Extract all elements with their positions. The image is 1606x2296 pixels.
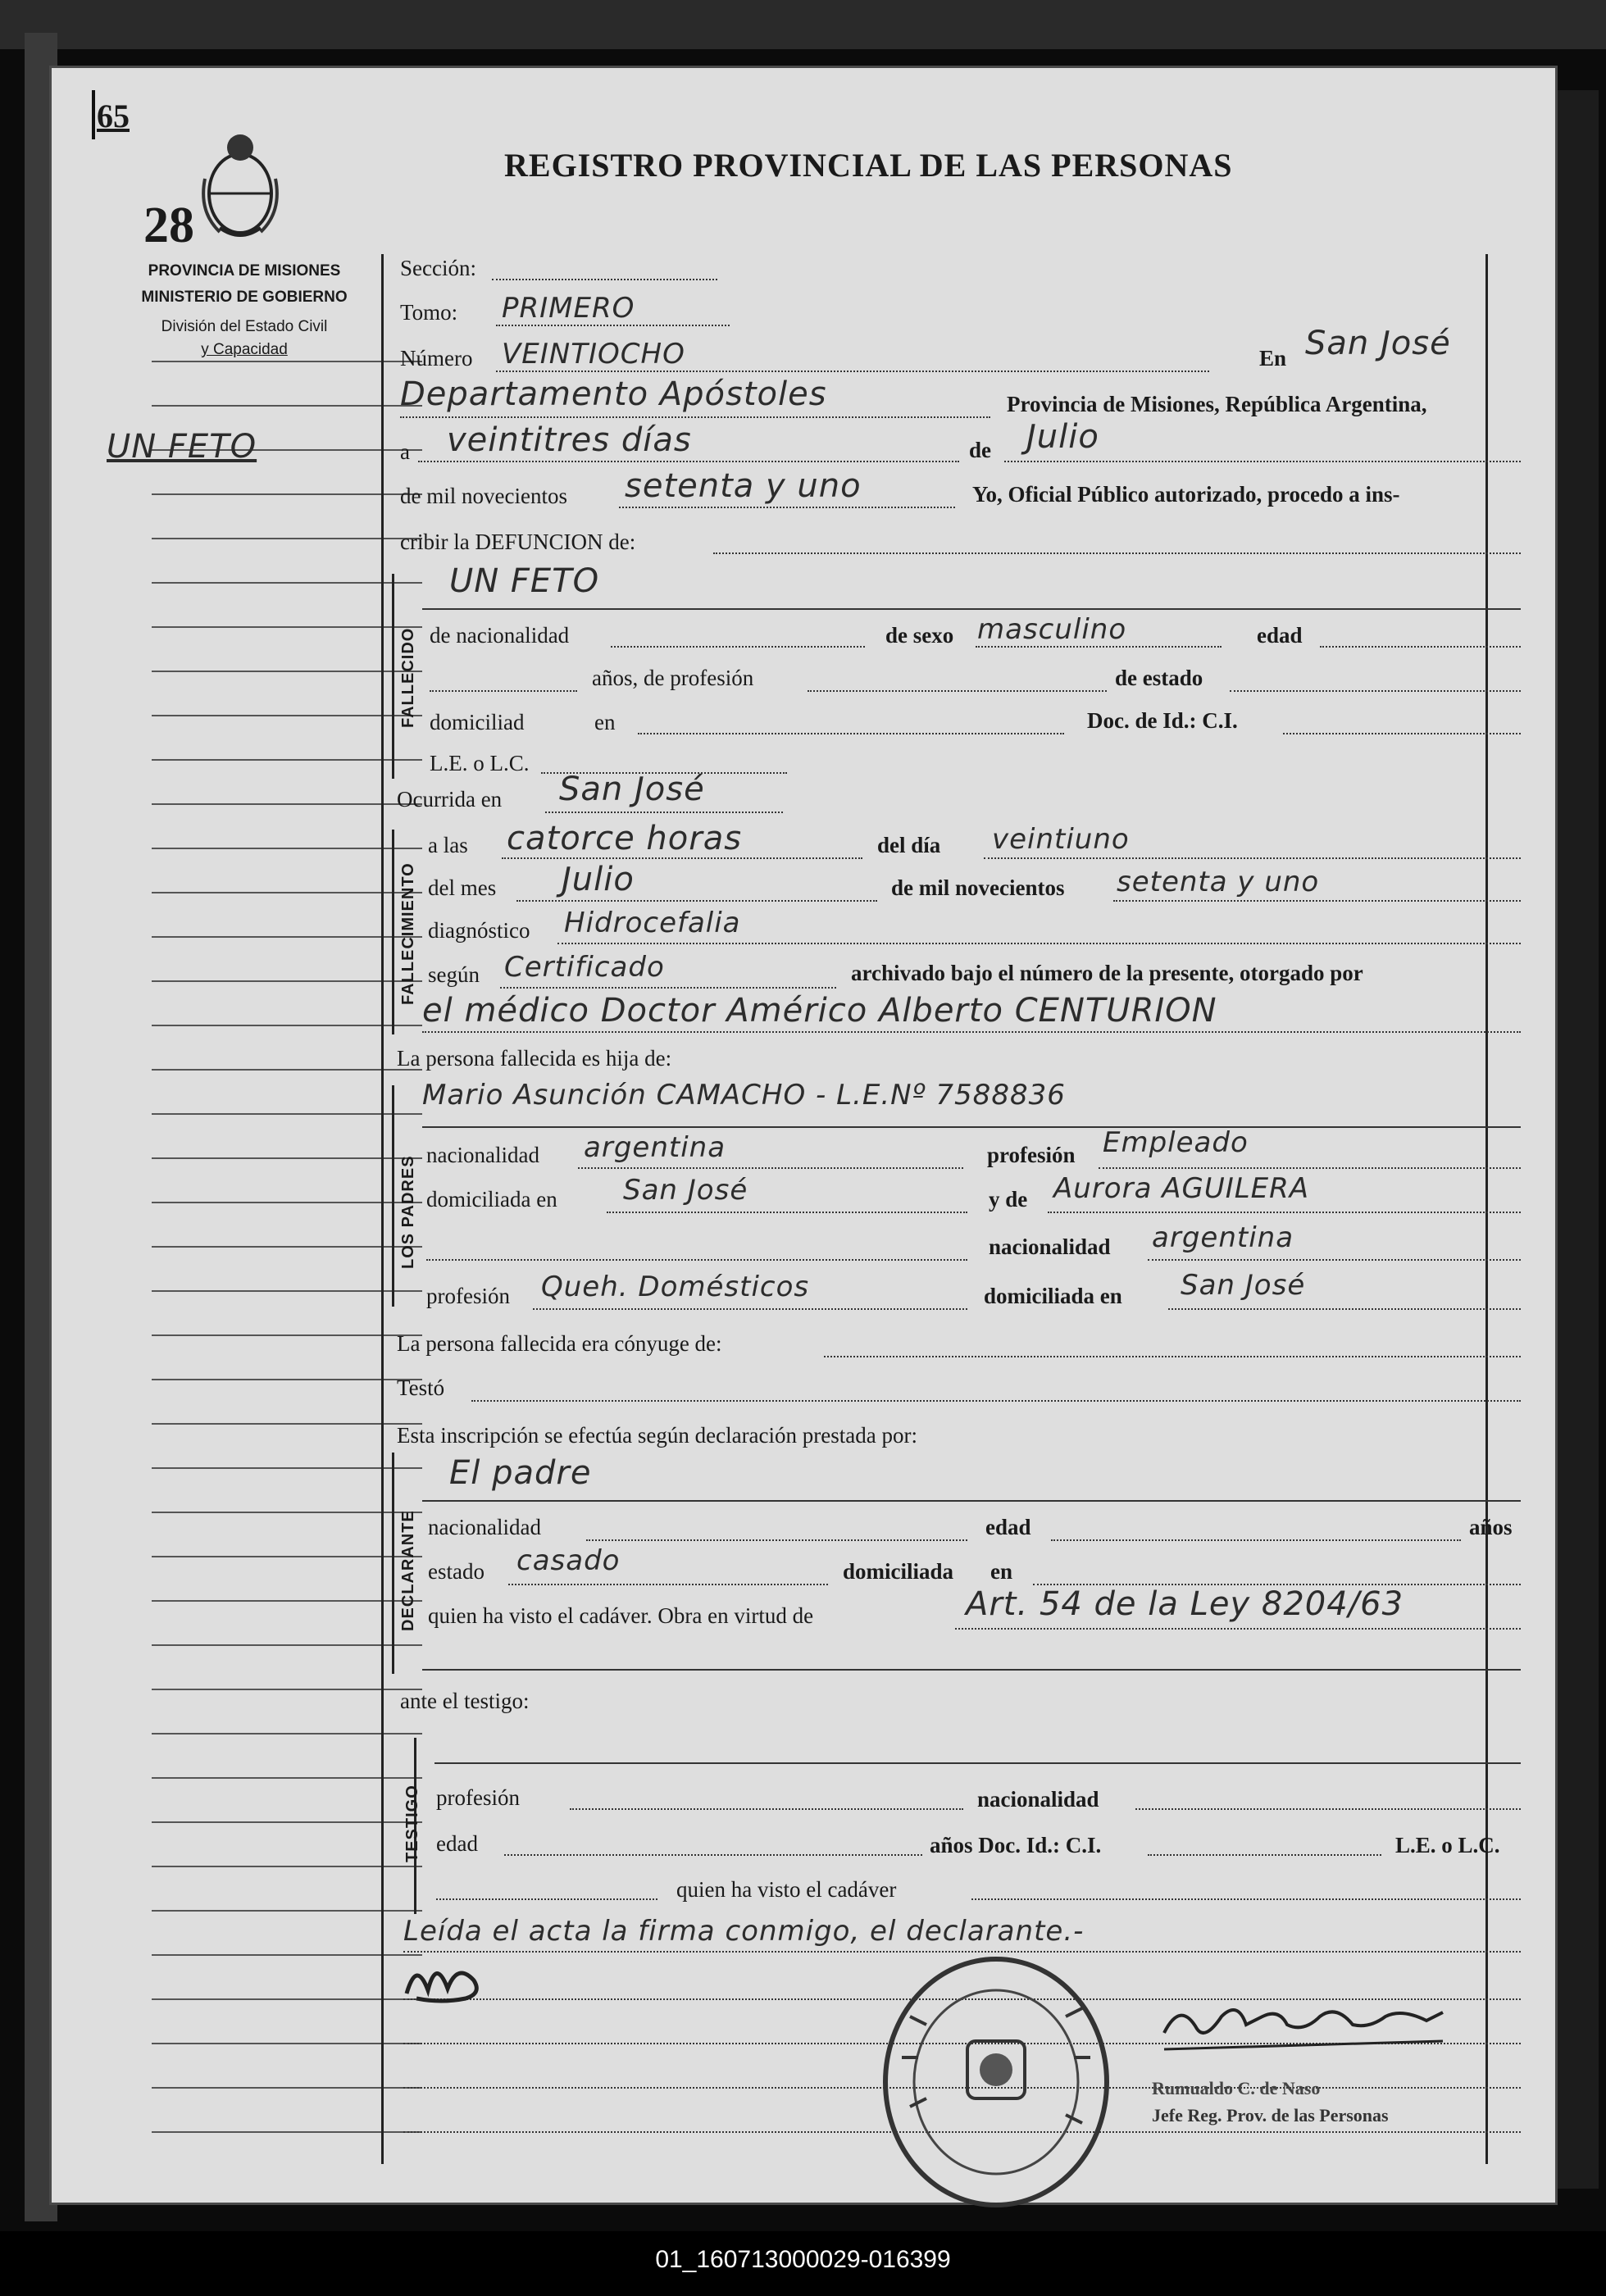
right-border: [1485, 254, 1488, 2164]
label-domiciliad: domiciliad: [430, 710, 525, 734]
line-sexo: [976, 646, 1222, 648]
value-numero: VEINTIOCHO: [502, 338, 685, 371]
label-ante-testigo: ante el testigo:: [400, 1689, 530, 1713]
value-padre-nacionalidad: argentina: [584, 1131, 726, 1164]
line-padre-domicilio: [607, 1212, 967, 1213]
value-padre: Mario Asunción CAMACHO - L.E.Nº 7588836: [422, 1079, 1066, 1112]
line-padre-nacionalidad: [578, 1167, 963, 1169]
line-diagnostico: [557, 943, 1521, 944]
label-mil-novecientos: de mil novecientos: [400, 484, 567, 508]
label-en: En: [1259, 346, 1287, 371]
label-padre-nacionalidad: nacionalidad: [426, 1143, 539, 1167]
line-dia-fallecimiento: [984, 857, 1521, 859]
label-del-mes: del mes: [428, 875, 497, 900]
line-testigo-nombre: [434, 1762, 1521, 1764]
value-mes: Julio: [1026, 418, 1099, 456]
label-testigo-edad: edad: [436, 1831, 478, 1856]
value-padre-profesion: Empleado: [1103, 1126, 1249, 1159]
value-madre: Aurora AGUILERA: [1053, 1172, 1310, 1205]
line-profesion: [808, 690, 1107, 692]
page-number-bar: [92, 90, 95, 139]
label-cribir: cribir la DEFUNCION de:: [400, 530, 636, 554]
label-de-estado: de estado: [1115, 666, 1203, 690]
line-testo: [471, 1400, 1521, 1402]
label-numero: Número: [400, 346, 473, 371]
line-declarante-end: [422, 1669, 1521, 1671]
line-padre: [422, 1126, 1521, 1128]
page-shadow-edge: [1558, 90, 1599, 2189]
value-tomo: PRIMERO: [502, 292, 635, 325]
line-ocurrida-en: [545, 812, 783, 813]
header-ministry: MINISTERIO DE GOBIERNO: [141, 289, 348, 306]
label-de-nacionalidad: de nacionalidad: [430, 623, 570, 648]
page-number: 65: [97, 98, 130, 134]
header-province: PROVINCIA DE MISIONES: [148, 262, 341, 280]
line-medico: [422, 1031, 1521, 1033]
line-estado: [1230, 690, 1521, 692]
line-mes: [1004, 461, 1521, 462]
line-madre-nacionalidad: [1148, 1259, 1521, 1261]
value-medico: el médico Doctor Américo Alberto CENTURION: [422, 992, 1217, 1030]
label-yo-oficial: Yo, Oficial Público autorizado, procedo a ins-: [972, 482, 1400, 507]
value-hora: catorce horas: [507, 820, 743, 857]
label-padre-profesion: profesión: [987, 1143, 1076, 1167]
value-anio-fallecimiento: setenta y uno: [1117, 866, 1320, 898]
value-declarante-estado: casado: [516, 1544, 621, 1577]
label-en-domicilio: en: [594, 710, 616, 734]
section-declarante: DECLARANTE: [399, 1510, 417, 1631]
official-seal-icon: [877, 1951, 1115, 2213]
label-esta-inscripcion: Esta inscripción se efectúa según declaración prestada por:: [397, 1423, 917, 1448]
bracket-fallecido: [392, 574, 394, 779]
label-declarante-en: en: [990, 1559, 1012, 1584]
label-a-las: a las: [428, 833, 468, 857]
label-padre-domiciliada: domiciliada en: [426, 1187, 557, 1212]
line-testigo-profesion: [570, 1808, 963, 1810]
header-division: División del Estado Civil: [161, 318, 328, 335]
line-seccion: [492, 279, 717, 280]
line-testigo-doc: [1148, 1854, 1381, 1856]
value-dia-fallecimiento: veintiuno: [992, 823, 1130, 856]
header-capacity: y Capacidad: [201, 341, 288, 358]
scan-background: [0, 0, 1606, 49]
label-de-sexo: de sexo: [885, 623, 954, 648]
label-anos-profesion: años, de profesión: [592, 666, 754, 690]
label-ocurrida-en: Ocurrida en: [397, 787, 503, 812]
line-testigo-cadaver: [971, 1898, 1521, 1900]
label-testigo-le-lc: L.E. o L.C.: [1395, 1833, 1500, 1857]
line-hora: [502, 857, 862, 859]
line-nacionalidad: [611, 646, 865, 648]
label-provincia: Provincia de Misiones, República Argentina,: [1007, 392, 1427, 416]
line-testigo-nacionalidad: [1135, 1808, 1521, 1810]
label-testigo-nacionalidad: nacionalidad: [977, 1787, 1099, 1812]
value-padre-domicilio: San José: [623, 1174, 748, 1207]
line-domicilio: [638, 733, 1064, 734]
line-declarante-nacionalidad: [586, 1539, 967, 1541]
value-declarante: El padre: [449, 1454, 592, 1492]
line-declarante: [422, 1500, 1521, 1502]
value-anio: setenta y uno: [625, 467, 862, 505]
line-padre-profesion: [1099, 1167, 1521, 1169]
line-anos: [430, 690, 577, 692]
bracket-fallecimiento: [392, 830, 394, 1034]
line-doc-id: [1283, 733, 1521, 734]
line-departamento: [400, 416, 990, 418]
section-fallecimiento: FALLECIMIENTO: [399, 862, 417, 1005]
folio-number: 28: [143, 198, 194, 253]
footer-code: 01_160713000029-016399: [655, 2246, 951, 2273]
label-del-dia: del día: [877, 833, 941, 857]
label-de-mil-nov: de mil novecientos: [891, 875, 1065, 900]
value-diagnostico: Hidrocefalia: [564, 907, 741, 939]
line-anio-fallecimiento: [1113, 900, 1521, 902]
label-hija-de: La persona fallecida es hija de:: [397, 1046, 672, 1071]
label-doc-id: Doc. de Id.: C.I.: [1087, 708, 1238, 733]
label-madre-profesion: profesión: [426, 1284, 510, 1308]
value-fallecido-nombre: UN FETO: [449, 562, 600, 600]
margin-note: UN FETO: [107, 428, 257, 466]
section-padres: LOS PADRES: [399, 1155, 417, 1269]
value-cierre: Leída el acta la firma conmigo, el declarante.-: [403, 1915, 1085, 1948]
label-declarante-domiciliada: domiciliada: [843, 1559, 954, 1584]
label-testigo-profesion: profesión: [436, 1785, 520, 1810]
label-declarante-nacionalidad: nacionalidad: [428, 1515, 541, 1539]
value-obra-virtud: Art. 54 de la Ley 8204/63: [966, 1585, 1404, 1623]
label-madre-domiciliada: domiciliada en: [984, 1284, 1122, 1308]
value-sexo: masculino: [977, 613, 1127, 646]
label-le-lc: L.E. o L.C.: [430, 751, 530, 775]
label-testo: Testó: [397, 1375, 445, 1400]
line-declarante-edad: [1051, 1539, 1461, 1541]
line-dia: [418, 461, 959, 462]
stamp-signatory-name: Rumualdo C. de Naso: [1152, 2078, 1321, 2098]
line-conyuge: [824, 1356, 1521, 1357]
label-archivado: archivado bajo el número de la presente, otorgado por: [851, 961, 1363, 985]
label-testigo-anos-doc: años Doc. Id.: C.I.: [930, 1833, 1102, 1857]
line-obra-virtud: [955, 1628, 1521, 1630]
value-ocurrida-en: San José: [559, 771, 705, 808]
page-title: REGISTRO PROVINCIAL DE LAS PERSONAS: [504, 147, 1233, 184]
value-madre-profesion: Queh. Domésticos: [541, 1271, 810, 1303]
label-y-de: y de: [989, 1187, 1028, 1212]
label-diagnostico: diagnóstico: [428, 918, 530, 943]
value-en: San José: [1305, 325, 1451, 362]
label-a: a: [400, 439, 410, 464]
value-madre-domicilio: San José: [1181, 1269, 1306, 1302]
line-fallecido-nombre: [422, 608, 1521, 610]
line-madre-profesion: [533, 1308, 967, 1310]
line-numero: [496, 371, 1209, 372]
label-quien-cadaver-obra: quien ha visto el cadáver. Obra en virtud de: [428, 1603, 814, 1628]
line-tomo: [496, 325, 730, 326]
line-declarante-estado: [508, 1584, 828, 1585]
value-mes-fallecimiento: Julio: [562, 861, 635, 898]
line-edad: [1320, 646, 1521, 648]
stamp-signatory-title: Jefe Reg. Prov. de las Personas: [1152, 2105, 1389, 2126]
bracket-padres: [392, 1085, 394, 1307]
label-segun: según: [428, 962, 480, 987]
line-segun: [500, 987, 836, 989]
line-mes-fallecimiento: [516, 900, 877, 902]
value-madre-nacionalidad: argentina: [1152, 1221, 1294, 1254]
column-divider: [381, 254, 384, 2164]
coat-of-arms-icon: [195, 130, 285, 244]
line-testigo-edad: [504, 1854, 922, 1856]
section-fallecido: FALLECIDO: [399, 627, 417, 728]
initials-signature-icon: [400, 1951, 498, 2008]
line-testigo-quien: [436, 1898, 657, 1900]
line-madre-extra: [426, 1259, 967, 1261]
label-madre-nacionalidad: nacionalidad: [989, 1234, 1111, 1259]
label-tomo: Tomo:: [400, 300, 458, 325]
label-declarante-anos: años: [1469, 1515, 1513, 1539]
label-edad: edad: [1257, 623, 1303, 648]
value-departamento: Departamento Apóstoles: [400, 375, 827, 413]
label-seccion: Sección:: [400, 256, 476, 280]
label-conyuge: La persona fallecida era cónyuge de:: [397, 1331, 722, 1356]
line-anio: [619, 507, 955, 508]
line-madre: [1048, 1212, 1521, 1213]
section-testigo: TESTIGO: [403, 1785, 421, 1862]
label-de: de: [969, 438, 991, 462]
bracket-declarante: [392, 1453, 394, 1674]
label-declarante-edad: edad: [985, 1515, 1031, 1539]
line-madre-domicilio: [1168, 1308, 1521, 1310]
official-signature-icon: [1156, 1984, 1451, 2074]
line-cribir: [713, 552, 1521, 554]
value-segun: Certificado: [504, 951, 665, 984]
value-dia: veintitres días: [447, 421, 692, 459]
label-declarante-estado: estado: [428, 1559, 485, 1584]
label-quien-cadaver: quien ha visto el cadáver: [676, 1877, 897, 1902]
